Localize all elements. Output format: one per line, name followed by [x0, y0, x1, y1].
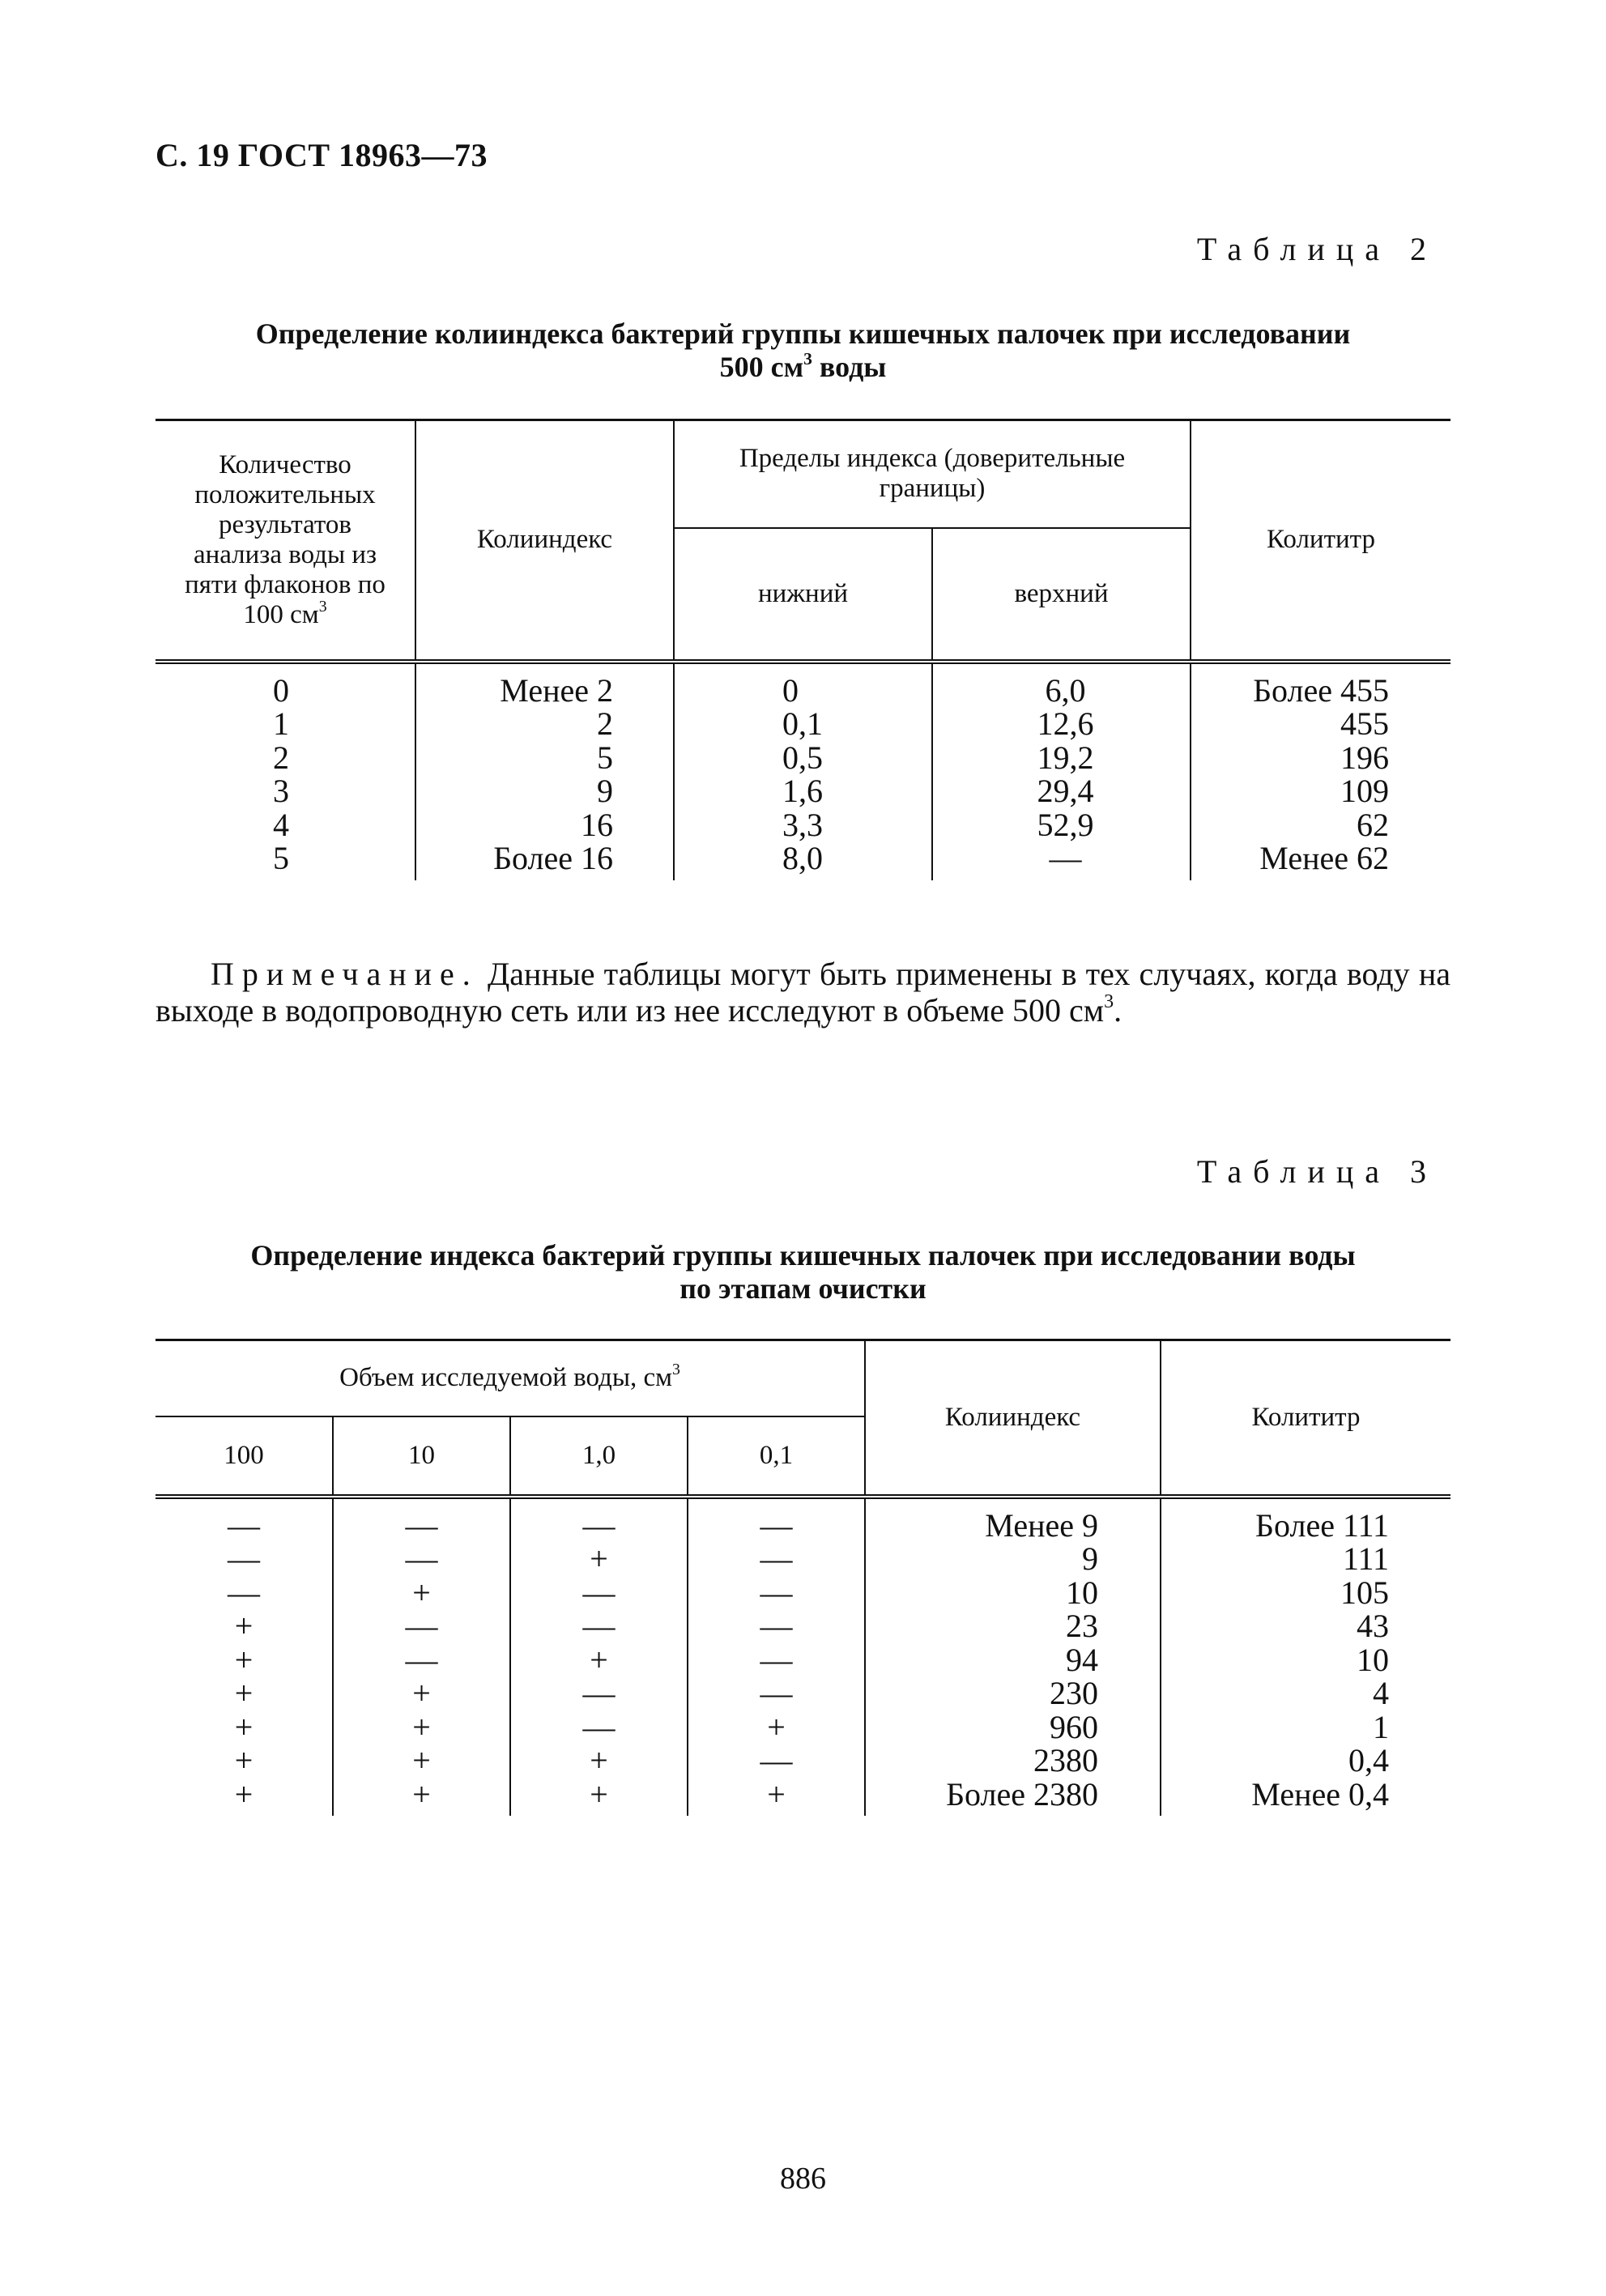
table-cell: 1	[273, 705, 289, 742]
table-cell: 4	[273, 806, 289, 843]
table-cell: Менее 0,4	[1251, 1775, 1389, 1813]
table-cell: 0,5	[782, 739, 823, 776]
table-2-note	[155, 956, 1451, 1029]
table-cell: 111	[1342, 1540, 1389, 1577]
table-cell: 5	[597, 739, 613, 776]
table-cell: 2	[273, 739, 289, 776]
table-cell: 1,6	[782, 773, 823, 809]
table-3-col-coliindex	[865, 1497, 1161, 1817]
table-cell: +	[234, 1675, 253, 1711]
table-cell: 455	[1340, 705, 1389, 742]
note-label: Примечание.	[211, 956, 479, 992]
table-cell: +	[590, 1540, 608, 1577]
table-cell: —	[760, 1506, 793, 1544]
table-cell: —	[582, 1708, 616, 1745]
table-3-header-coliindex: Колииндекс	[865, 1340, 1161, 1497]
table-cell: Более 16	[493, 840, 613, 876]
table-cell: 2	[597, 705, 613, 742]
table-cell: —	[760, 1641, 793, 1678]
table-cell: 109	[1340, 773, 1389, 809]
table-cell: 62	[1357, 806, 1389, 843]
table-3	[155, 1339, 1451, 1816]
table-cell: +	[590, 1775, 608, 1813]
table-cell: —	[405, 1608, 438, 1644]
table-2-header-colititre: Колититр	[1191, 420, 1451, 662]
table-2-col-lower	[674, 662, 932, 880]
table-cell: —	[405, 1506, 438, 1544]
table-2-caption-line-2: 500 $см^3$ воды	[719, 348, 887, 383]
table-cell: +	[234, 1708, 253, 1745]
page-number: 886	[780, 2162, 826, 2196]
table-cell: 0,4	[1348, 1742, 1389, 1778]
table-cell: 0	[273, 671, 289, 709]
table-cell: 43	[1357, 1608, 1389, 1644]
table-cell: 29,4	[1037, 773, 1094, 809]
table-cell: 16	[581, 806, 613, 843]
table-cell: 5	[273, 840, 289, 876]
table-cell: Менее 2	[500, 671, 613, 709]
table-cell: 196	[1340, 739, 1389, 776]
table-cell: 960	[1050, 1708, 1098, 1745]
table-cell: —	[228, 1540, 260, 1577]
table-3-body	[155, 1497, 1451, 1817]
note-end: .	[1114, 992, 1122, 1029]
table-3-header-1: 1,0	[510, 1416, 688, 1497]
table-cell: +	[767, 1708, 786, 1745]
table-cell: —	[582, 1608, 616, 1644]
table-cell: Менее 62	[1259, 840, 1389, 876]
table-cell: 9	[1082, 1540, 1098, 1577]
table-cell: 94	[1066, 1641, 1098, 1678]
table-cell: 8,0	[782, 840, 823, 876]
note-text: Данные таблицы могут быть применены в тех случаях, когда воду на выходе в водопроводную сеть или из нее исследуют в объеме 500 см	[155, 956, 1451, 1029]
table-cell: +	[412, 1574, 431, 1611]
table-cell: 230	[1050, 1675, 1098, 1711]
table-cell: —	[760, 1608, 793, 1644]
table-cell: +	[590, 1742, 608, 1778]
table-cell: —	[228, 1574, 260, 1611]
table-3-caption-line-2: по этапам очистки	[679, 1272, 927, 1305]
table-cell: 3,3	[782, 806, 823, 843]
table-3-caption-line-1: Определение индекса бактерий группы кишечных палочек при исследовании воды	[250, 1239, 1356, 1272]
running-head: С. 19 ГОСТ 18963—73	[155, 137, 488, 173]
table-2-header-count: Количество положительных результатов анализа воды из пяти флаконов по 100 $см^3$	[155, 420, 415, 662]
table-3-col-10	[333, 1497, 510, 1817]
table-cell: 12,6	[1037, 705, 1094, 742]
table-cell: —	[760, 1574, 793, 1611]
table-2-col-count	[155, 662, 415, 880]
table-2-header-upper: верхний	[932, 528, 1191, 662]
table-3-header-0-1: 0,1	[688, 1416, 865, 1497]
table-cell: Более 2380	[946, 1775, 1098, 1813]
table-cell: +	[234, 1641, 253, 1678]
table-cell: +	[234, 1742, 253, 1778]
table-2-col-coliindex	[415, 662, 674, 880]
table-cell: 9	[597, 773, 613, 809]
table-3-caption	[155, 1239, 1451, 1306]
table-cell: —	[405, 1540, 438, 1577]
table-cell: +	[412, 1675, 431, 1711]
table-cell: 52,9	[1037, 806, 1094, 843]
table-cell: 0,1	[782, 705, 823, 742]
table-2-col-colititre	[1191, 662, 1451, 880]
table-2-caption	[155, 317, 1451, 384]
table-cell: 0	[782, 671, 799, 709]
table-3-col-0-1	[688, 1497, 865, 1817]
table-2-label: Таблица 2	[1196, 231, 1438, 267]
table-cell: 4	[1373, 1675, 1389, 1711]
table-cell: —	[582, 1506, 616, 1544]
table-3-col-100	[155, 1497, 333, 1817]
table-cell: 10	[1357, 1641, 1389, 1678]
table-cell: 105	[1340, 1574, 1389, 1611]
table-cell: +	[234, 1608, 253, 1644]
table-3-col-colititre	[1161, 1497, 1451, 1817]
table-3-header-100: 100	[155, 1416, 333, 1497]
table-cell: Менее 9	[985, 1506, 1098, 1544]
table-cell: Более 455	[1253, 671, 1389, 709]
table-3-label: Таблица 3	[1196, 1153, 1438, 1190]
table-cell: —	[582, 1574, 616, 1611]
table-cell: —	[760, 1675, 793, 1711]
table-cell: 23	[1066, 1608, 1098, 1644]
table-cell: —	[1049, 840, 1082, 876]
table-cell: 6,0	[1045, 671, 1086, 709]
table-2-header-lower: нижний	[674, 528, 932, 662]
table-cell: 10	[1066, 1574, 1098, 1611]
table-cell: —	[760, 1742, 793, 1778]
table-cell: Более 111	[1255, 1506, 1389, 1544]
table-2-header-coliindex: Колииндекс	[415, 420, 674, 662]
table-2-caption-line-1: Определение колииндекса бактерий группы кишечных палочек при исследовании	[255, 317, 1351, 350]
table-cell: —	[760, 1540, 793, 1577]
table-cell: +	[412, 1708, 431, 1745]
table-3-header-10: 10	[333, 1416, 510, 1497]
table-cell: 19,2	[1037, 739, 1094, 776]
table-2-col-upper	[932, 662, 1191, 880]
table-2	[155, 419, 1451, 880]
table-cell: +	[412, 1775, 431, 1813]
table-cell: 3	[273, 773, 289, 809]
table-cell: —	[405, 1641, 438, 1678]
table-cell: —	[228, 1506, 260, 1544]
table-cell: +	[590, 1641, 608, 1678]
table-cell: +	[234, 1775, 253, 1813]
table-2-header-limits: Пределы индекса (доверительные границы)	[674, 420, 1191, 528]
table-cell: 2380	[1033, 1742, 1098, 1778]
table-3-header-colititre: Колититр	[1161, 1340, 1451, 1497]
table-cell: +	[412, 1742, 431, 1778]
table-3-col-1	[510, 1497, 688, 1817]
table-2-body	[155, 662, 1451, 880]
table-cell: —	[582, 1675, 616, 1711]
note-superscript: 3	[1104, 991, 1114, 1013]
table-3-header-volume: Объем исследуемой воды, $см^3$	[155, 1340, 865, 1416]
table-cell: 1	[1373, 1708, 1389, 1745]
table-cell: +	[767, 1775, 786, 1813]
